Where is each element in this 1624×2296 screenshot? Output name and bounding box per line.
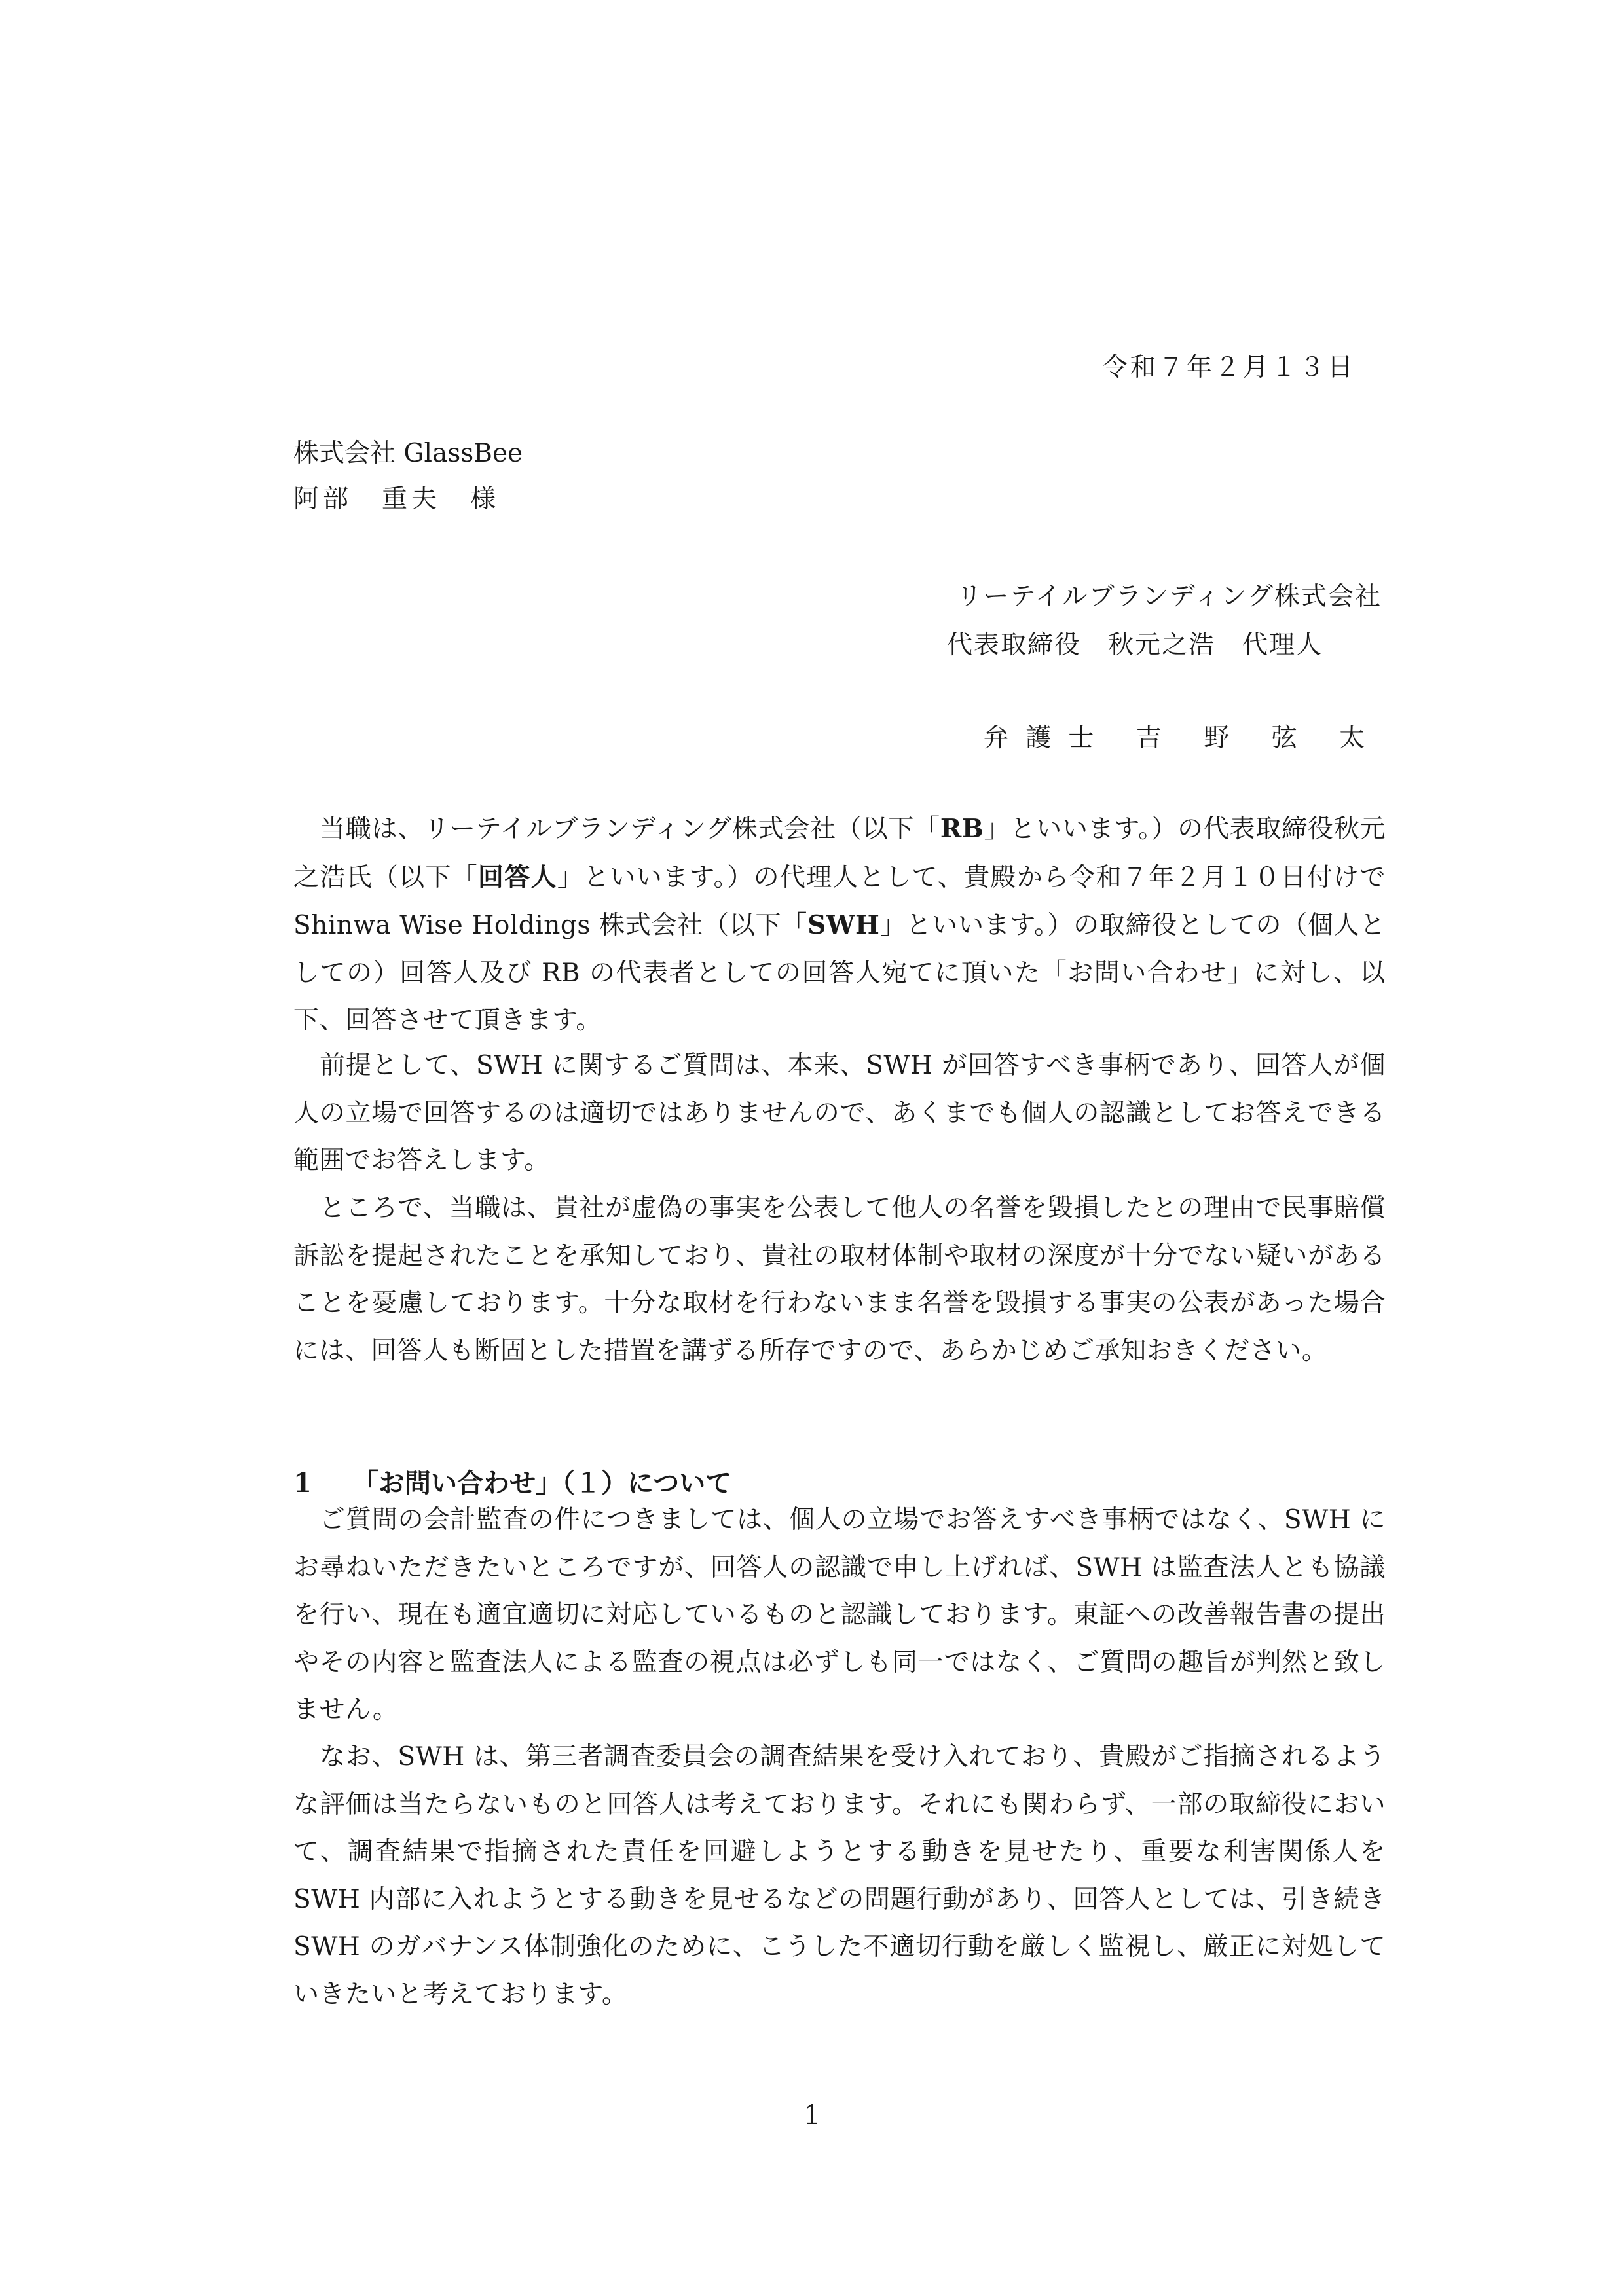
sender-representative: 代表取締役 秋元之浩 代理人 [946, 630, 1323, 660]
sender-lawyer: 弁護士 吉 野 弦 太 [983, 723, 1382, 753]
paragraph-audit [293, 1497, 1386, 1734]
section-1-title: 「お問い合わせ」（１）について [352, 1468, 732, 1499]
intro-text-e: 」といいます。）の代理人として、貴殿から令和７年２月１０日付けで Shinwa Wise Holdings 株式会社（以下「 [293, 862, 1386, 940]
intro-text-a: 当職は、リーテイルブランディング株式会社（以下「 [320, 814, 940, 844]
intro-term-respondent: 回答人 [478, 862, 557, 892]
premise-text: 前提として、SWH に関するご質問は、本来、SWH が回答すべき事柄であり、回答人が個人の立場で回答するのは適切ではありませんので、あくまでも個人の認識としてお答えできる範囲でお答えします。 [293, 1051, 1386, 1175]
sender-company: リーテイルブランディング株式会社 [956, 582, 1382, 611]
addressee-person: 阿部 重夫 様 [293, 484, 500, 514]
intro-term-rb: RB [940, 814, 984, 844]
paragraph-warning [293, 1185, 1386, 1375]
paragraph-premise [293, 1042, 1386, 1185]
addressee-company: 株式会社 GlassBee [293, 439, 523, 468]
letter-date: 令和７年２月１３日 [1101, 353, 1356, 382]
paragraph-intro [293, 805, 1386, 1045]
section-1-heading [293, 1463, 731, 1500]
paragraph-governance [293, 1734, 1386, 2018]
intro-text-g: 」といいます。）の取締役としての（個人としての）回答人及び RB の代表者としての回答人宛てに頂いた「お問い合わせ」に対し、以下、回答させて頂きます。 [293, 911, 1386, 1035]
intro-text-c: 」といいます。）の代表取締役秋元之浩氏（以下「 [293, 814, 1386, 892]
audit-text: ご質問の会計監査の件につきましては、個人の立場でお答えすべき事柄ではなく、SWH にお尋ねいただきたいところですが、回答人の認識で申し上げれば、SWH は監査法人とも協議を行い、現在も適宜適切に対応しているものと認識しております。東証への改善報告書の提出やその内容と監査法人による監査の視点は必ずしも同一ではなく、ご質問の趣旨が判然と致しません。 [293, 1505, 1386, 1724]
section-1-number: 1 [293, 1468, 312, 1499]
warning-text: ところで、当職は、貴社が虚偽の事実を公表して他人の名誉を毀損したとの理由で民事賠償訴訟を提起されたことを承知しており、貴社の取材体制や取材の深度が十分でない疑いがあることを憂慮しております。十分な取材を行わないまま名誉を毀損する事実の公表があった場合には、回答人も断固とした措置を講ずる所存ですので、あらかじめご承知おきください。 [293, 1194, 1386, 1366]
governance-text: なお、SWH は、第三者調査委員会の調査結果を受け入れており、貴殿がご指摘されるような評価は当たらないものと回答人は考えております。それにも関わらず、一部の取締役において、調査結果で指摘された責任を回避しようとする動きを見せたり、重要な利害関係人を SWH 内部に入れようとする動きを見せるなどの問題行動があり、回答人としては、引き続き SWH のガバナンス体制強化のために、こうした不適切行動を厳しく監視し、厳正に対処していきたいと考えております。 [293, 1742, 1386, 2009]
intro-term-swh: SWH [807, 910, 880, 940]
page-number: 1 [803, 2100, 821, 2130]
